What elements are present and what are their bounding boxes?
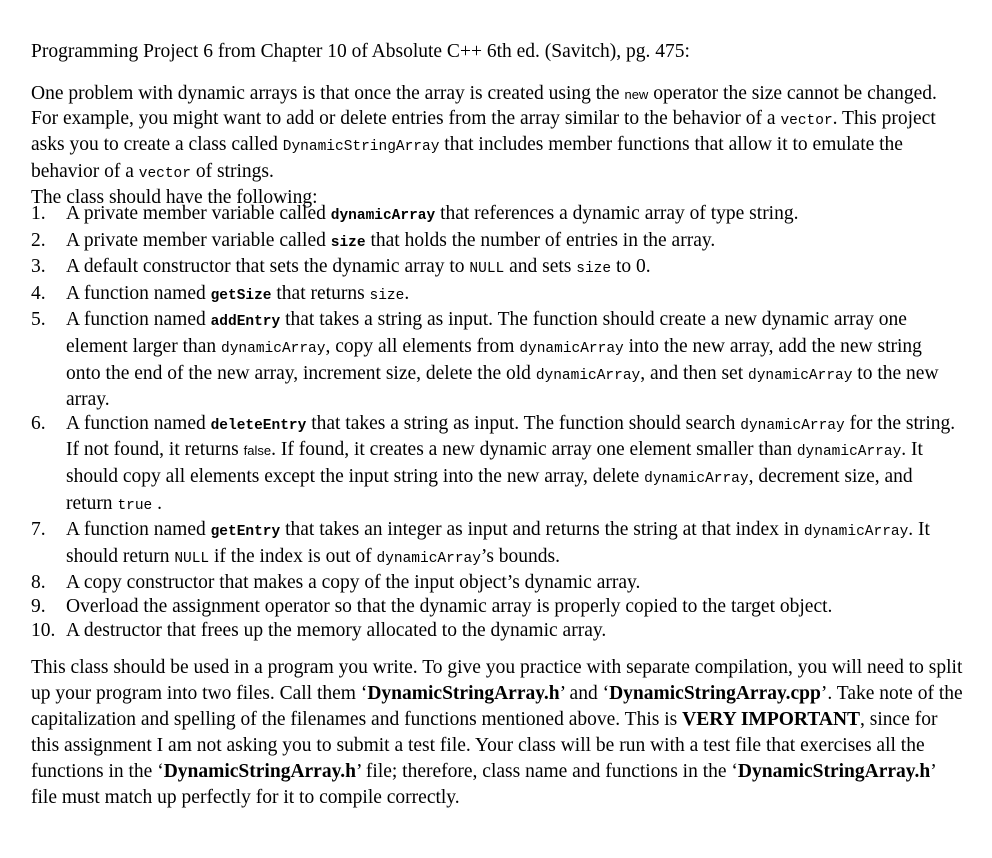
item-number: 2. — [31, 229, 46, 251]
list-lead-in: The class should have the following: — [31, 187, 318, 209]
list-item — [31, 518, 956, 571]
filename-header: DynamicStringArray.h — [367, 683, 560, 704]
item-number: 6. — [31, 412, 46, 434]
code-function: getEntry — [210, 524, 281, 541]
item-text: . If found, it creates a new dynamic array one element smaller than — [271, 439, 797, 461]
item-text: . — [404, 282, 410, 304]
list-item — [31, 619, 956, 643]
closing-text: ’ and ‘ — [559, 683, 610, 704]
filename-header: DynamicStringArray.h — [737, 761, 931, 782]
item-text: . It should copy all elements except the input string into the new array, delete — [66, 439, 923, 487]
code-size: size — [369, 287, 405, 304]
item-text: that takes a string as input. The function should search — [306, 412, 741, 434]
requirements-list — [31, 202, 956, 642]
item-text: A copy constructor that makes a copy of the input object’s dynamic array. — [66, 572, 641, 594]
emphasis-very-important: VERY IMPORTANT — [682, 709, 861, 730]
item-text: A function named — [66, 282, 211, 304]
item-text: that takes an integer as input and returns the string at that index in — [280, 519, 804, 541]
item-text: that holds the number of entries in the array. — [365, 229, 716, 251]
item-text: Overload the assignment operator so that the dynamic array is properly copied to the target object. — [66, 595, 833, 617]
list-item — [31, 595, 956, 619]
item-text: ’s bounds. — [480, 545, 561, 567]
item-text: , decrement size, and return — [66, 465, 913, 514]
code-class-name: DynamicStringArray — [282, 139, 440, 156]
item-text: and sets — [504, 256, 577, 278]
item-text: , copy all elements from — [325, 335, 520, 357]
item-number: 4. — [31, 282, 46, 304]
code-null: NULL — [469, 261, 505, 278]
closing-text: , since for this assignment I am not asking you to submit a test file. Your class will be run with a test file that exercises all the functions in the ‘ — [31, 709, 938, 782]
list-item — [31, 282, 956, 309]
code-member: dynamicArray — [644, 470, 749, 487]
document-title: Programming Project 6 from Chapter 10 of Absolute C++ 6th ed. (Savitch), pg. 475: — [31, 41, 690, 62]
list-item — [31, 308, 956, 411]
code-new: new — [624, 87, 649, 102]
intro-paragraph — [31, 82, 956, 210]
item-number: 10. — [31, 619, 56, 641]
item-text: A function named — [66, 309, 211, 331]
intro-text: One problem with dynamic arrays is that once the array is created using the — [31, 83, 625, 104]
code-false: false — [243, 443, 272, 459]
item-number: 9. — [31, 595, 46, 617]
code-member: dynamicArray — [376, 550, 481, 567]
item-text: A private member variable called — [66, 203, 331, 224]
closing-text: ’ file; therefore, class name and functions in the ‘ — [355, 761, 738, 782]
item-text: . — [152, 492, 162, 514]
filename-source: DynamicStringArray.cpp — [609, 683, 821, 704]
closing-text: ’ file must match up perfectly for it to compile correctly. — [31, 761, 936, 808]
code-member: dynamicArray — [221, 340, 326, 357]
item-text: for the string. If not found, it returns — [66, 412, 956, 461]
item-number: 1. — [31, 203, 46, 224]
item-text: into the new array, add the new string onto the end of the new array, increment size, delete the old — [66, 335, 922, 384]
item-number: 7. — [31, 519, 46, 541]
item-number: 3. — [31, 256, 46, 278]
code-vector: vector — [138, 165, 191, 182]
intro-text: of strings. — [190, 160, 274, 182]
code-function: getSize — [210, 287, 272, 304]
code-null: NULL — [174, 550, 210, 567]
list-item — [31, 229, 956, 256]
item-number: 8. — [31, 572, 46, 594]
code-member: dynamicArray — [803, 524, 909, 541]
item-text: that returns — [271, 282, 370, 304]
code-size: size — [576, 261, 612, 278]
list-item — [31, 255, 956, 282]
code-member: dynamicArray — [519, 340, 624, 357]
item-text: A private member variable called — [66, 229, 331, 251]
item-text: if the index is out of — [209, 545, 377, 567]
intro-text: operator the size cannot be changed. For example, you might want to add or delete entries from the array similar to the behavior of a — [31, 83, 937, 129]
code-member: size — [330, 234, 366, 251]
item-number: 5. — [31, 309, 46, 331]
code-member: dynamicArray — [535, 367, 641, 384]
intro-text: . This project asks you to create a class called — [31, 107, 936, 156]
closing-paragraph — [31, 655, 966, 811]
code-vector: vector — [780, 112, 833, 129]
filename-header: DynamicStringArray.h — [163, 761, 356, 782]
list-item — [31, 202, 956, 229]
closing-text: ’. Take note of the capitalization and spelling of the filenames and functions mentioned above. This is — [31, 683, 963, 730]
intro-text: that includes member functions that allow it to emulate the behavior of a — [31, 134, 903, 182]
code-member: dynamicArray — [740, 417, 845, 434]
item-text: , and then set — [640, 362, 748, 384]
closing-text: This class should be used in a program you write. To give you practice with separate compilation, you will need to split up your program into two files. Call them ‘ — [31, 657, 963, 704]
code-true: true — [117, 497, 153, 514]
item-text: . It should return — [66, 519, 930, 567]
code-function: deleteEntry — [210, 417, 307, 434]
code-function: addEntry — [210, 314, 281, 331]
item-text: A destructor that frees up the memory allocated to the dynamic array. — [66, 619, 607, 641]
code-member: dynamicArray — [330, 208, 436, 224]
code-member: dynamicArray — [748, 367, 853, 384]
list-item — [31, 412, 956, 518]
item-text: to the new array. — [66, 362, 939, 411]
item-text: A function named — [66, 412, 211, 434]
list-item — [31, 571, 956, 595]
code-member: dynamicArray — [796, 444, 902, 461]
item-text: to 0. — [611, 256, 651, 278]
item-text: that references a dynamic array of type string. — [435, 203, 799, 224]
item-text: A function named — [66, 519, 211, 541]
item-text: that takes a string as input. The function should create a new dynamic array one element larger than — [66, 309, 907, 357]
item-text: A default constructor that sets the dynamic array to — [66, 256, 470, 278]
